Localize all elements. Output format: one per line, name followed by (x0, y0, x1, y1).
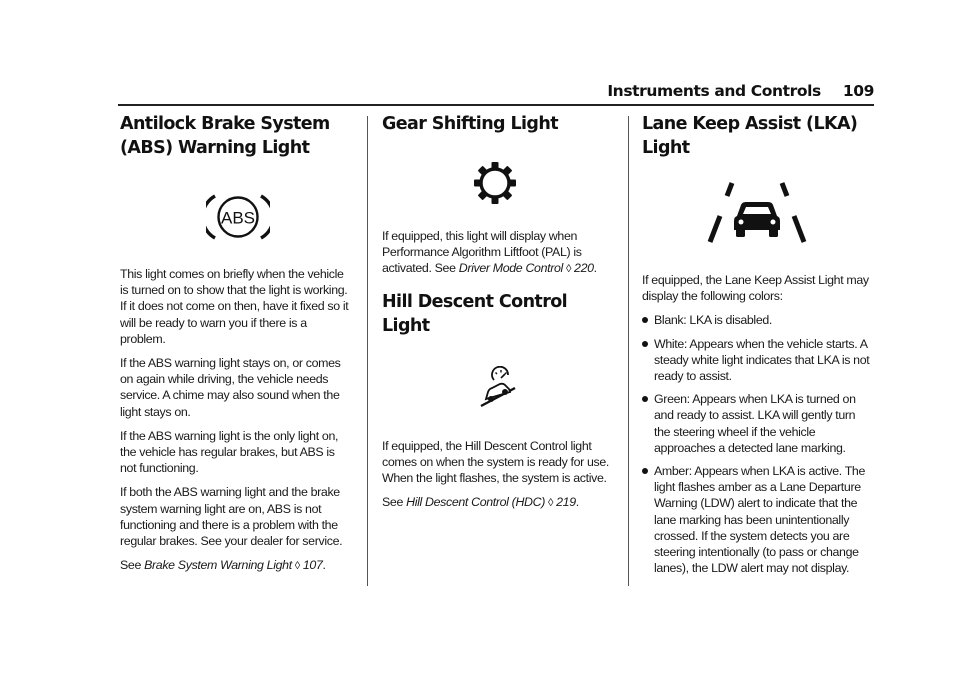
list-item: Amber: Appears when LKA is active. The light flashes amber as a Lane Departure Warning (LDW) alert to indicate that the lane marking has been unintentionally crossed. If the system detects you are steering intentionally (to pass or change lanes), the LDW alert may not display. (642, 463, 874, 576)
hdc-link[interactable]: Hill Descent Control (HDC) (406, 495, 546, 510)
gear-paragraph: If equipped, this light will display when Performance Algorithm Liftfoot (PAL) is activated. See Driver Mode Control ◊ 220. (382, 229, 597, 276)
page-ref-number[interactable]: 220 (574, 261, 594, 276)
abs-paragraph-3: If the ABS warning light is the only light on, the vehicle has regular brakes, but ABS is not functioning. (120, 428, 339, 476)
page-ref-number[interactable]: 219 (556, 495, 576, 510)
abs-heading: Antilock Brake System (ABS) Warning Light (120, 114, 330, 158)
page-ref-icon: ◊ (548, 497, 554, 510)
abs-paragraph-4: If both the ABS warning light and the brake system warning light are on, ABS is not functioning and there is a problem with the regular brakes. See your dealer for service. (120, 485, 343, 549)
hdc-paragraph: If equipped, the Hill Descent Control light comes on when the system is ready for use. When the light flashes, the system is active. (382, 438, 610, 486)
hdc-see-reference: See Hill Descent Control (HDC) ◊ 219. (382, 495, 579, 510)
page-number: 109 (842, 82, 874, 100)
column-divider-2 (628, 116, 629, 586)
running-header (607, 82, 874, 100)
bullet-icon (642, 396, 648, 402)
brake-system-link[interactable]: Brake System Warning Light (144, 558, 292, 573)
hdc-heading: Hill Descent Control Light (382, 291, 568, 336)
abs-paragraph-1: This light comes on briefly when the vehicle is turned on to show that the light is working. If it does not come on then, have it fixed so it will be ready to warn you if there is a problem. (120, 267, 349, 346)
page-ref-icon: ◊ (294, 560, 300, 573)
page-ref-icon: ◊ (565, 263, 572, 276)
bullet-icon (642, 317, 648, 323)
svg-text:ABS: ABS (220, 208, 256, 228)
list-item: White: Appears when the vehicle starts. A steady white light indicates that LKA is not ready to assist. (642, 336, 874, 385)
list-item: Green: Appears when LKA is turned on and ready to assist. LKA will gently turn the steering wheel if the vehicle approaches a detected lane marking. (642, 391, 874, 456)
lane-keep-assist-icon (706, 180, 874, 246)
column-gear-hdc (382, 108, 614, 519)
page-ref-number[interactable]: 107 (302, 558, 323, 573)
driver-mode-control-link[interactable]: Driver Mode Control (458, 261, 563, 276)
list-item: Blank: LKA is disabled. (642, 312, 874, 328)
bullet-icon (642, 341, 648, 347)
lka-color-list (642, 312, 874, 576)
gear-heading: Gear Shifting Light (382, 114, 558, 134)
column-lka (642, 108, 874, 583)
hill-descent-control-icon (478, 366, 614, 408)
abs-paragraph-2: If the ABS warning light stays on, or comes on again while driving, the vehicle needs service. A chime may also sound when the light stays on. (120, 356, 341, 419)
lka-intro: If equipped, the Lane Keep Assist Light may display the following colors: (642, 273, 869, 304)
lka-heading: Lane Keep Assist (LKA) Light (642, 114, 858, 158)
gear-shift-light-icon (472, 160, 614, 206)
column-abs (120, 108, 352, 582)
abs-see-reference: See Brake System Warning Light ◊ 107. (120, 558, 326, 573)
column-divider-1 (367, 116, 368, 586)
header-rule (118, 104, 874, 106)
bullet-icon (642, 468, 648, 474)
section-title: Instruments and Controls (607, 82, 821, 100)
abs-warning-icon (206, 192, 352, 242)
